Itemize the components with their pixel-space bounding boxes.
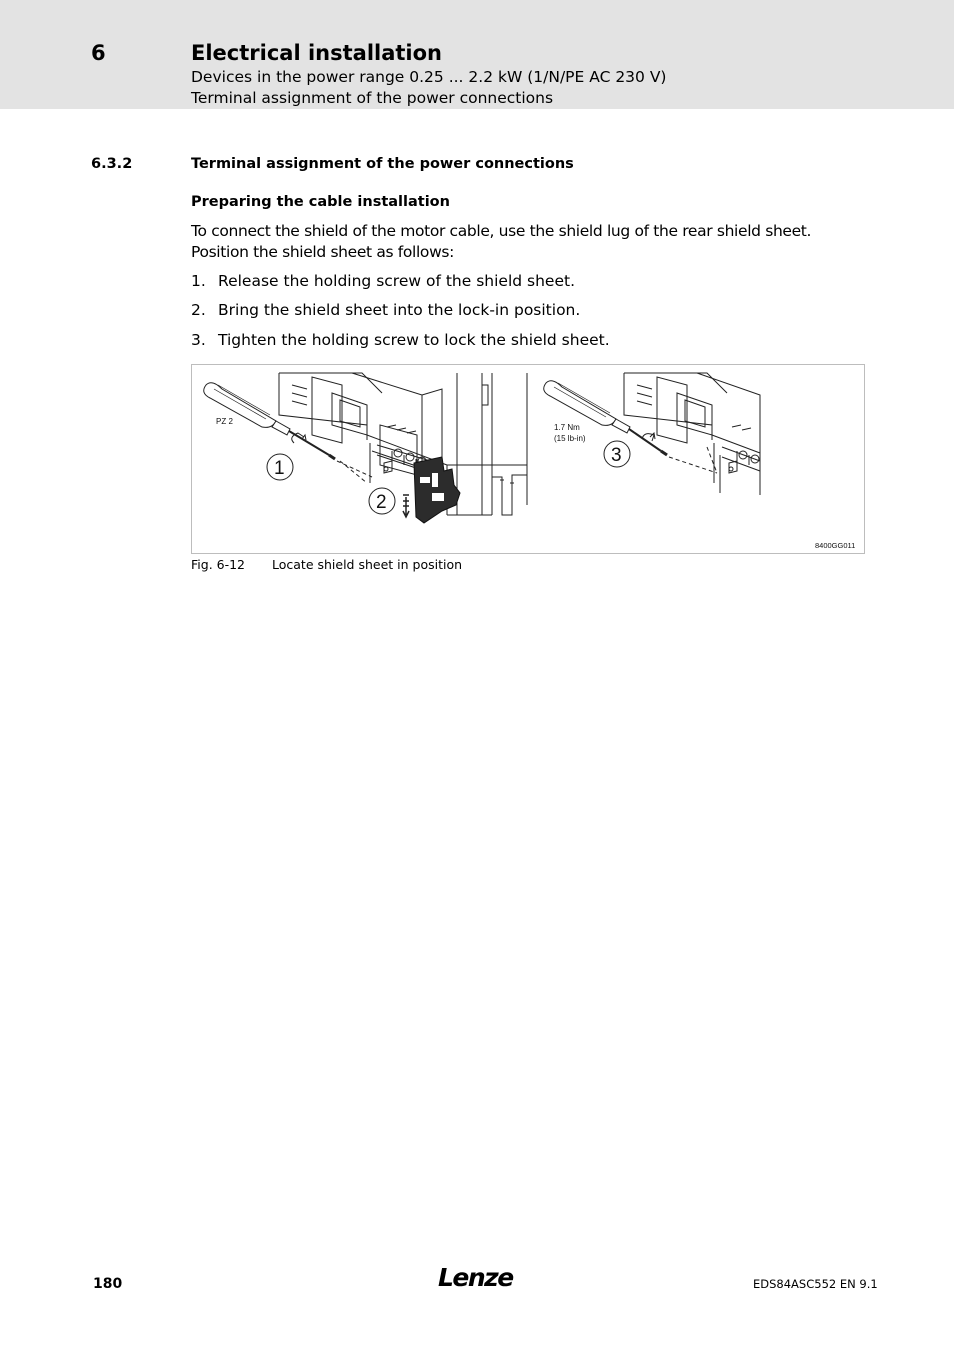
step-number: 3. xyxy=(191,331,206,349)
chapter-number: 6 xyxy=(91,41,106,65)
tool-label: PZ 2 xyxy=(216,417,233,426)
figure-label: Fig. 6-12 xyxy=(191,557,246,572)
subheading: Preparing the cable installation xyxy=(191,194,450,210)
chapter-title: Electrical installation xyxy=(191,41,442,65)
figure-illustration xyxy=(191,364,865,554)
section-title: Terminal assignment of the power connections xyxy=(191,156,574,172)
step-item xyxy=(191,301,580,319)
callout-3: 3 xyxy=(611,445,622,466)
callout-1: 1 xyxy=(274,458,285,479)
callout-2: 2 xyxy=(376,492,387,513)
brand-logo: Lenze xyxy=(438,1263,513,1292)
step-text: Release the holding screw of the shield sheet. xyxy=(218,272,575,290)
header-subtitle-line1: Devices in the power range 0.25 ... 2.2 kW (1/N/PE AC 230 V) xyxy=(191,68,667,86)
page-number: 180 xyxy=(93,1276,123,1292)
torque-label-line2: (15 lb-in) xyxy=(554,434,586,443)
step-number: 2. xyxy=(191,301,206,319)
step-text: Tighten the holding screw to lock the shield sheet. xyxy=(218,331,610,349)
device-housing-right xyxy=(624,373,760,495)
step-number: 1. xyxy=(191,272,206,290)
step-text: Bring the shield sheet into the lock-in position. xyxy=(218,301,581,319)
image-code: 8400GG011 xyxy=(815,541,856,550)
torque-label-line1: 1.7 Nm xyxy=(554,423,580,432)
device-housing-left xyxy=(279,373,527,515)
intro-paragraph: To connect the shield of the motor cable, use the shield lug of the rear shield sheet. Position the shield sheet as follows: xyxy=(191,222,812,261)
document-id: EDS84ASC552 EN 9.1 xyxy=(753,1277,878,1291)
shield-sheet-drawing xyxy=(192,365,864,553)
figure-caption: Locate shield sheet in position xyxy=(272,557,463,572)
section-number: 6.3.2 xyxy=(91,156,133,172)
down-arrow-icon xyxy=(403,497,409,517)
step-item xyxy=(191,272,575,290)
shield-sheet xyxy=(414,457,460,523)
header-subtitle-line2: Terminal assignment of the power connections xyxy=(191,89,554,107)
step-item xyxy=(191,331,610,349)
